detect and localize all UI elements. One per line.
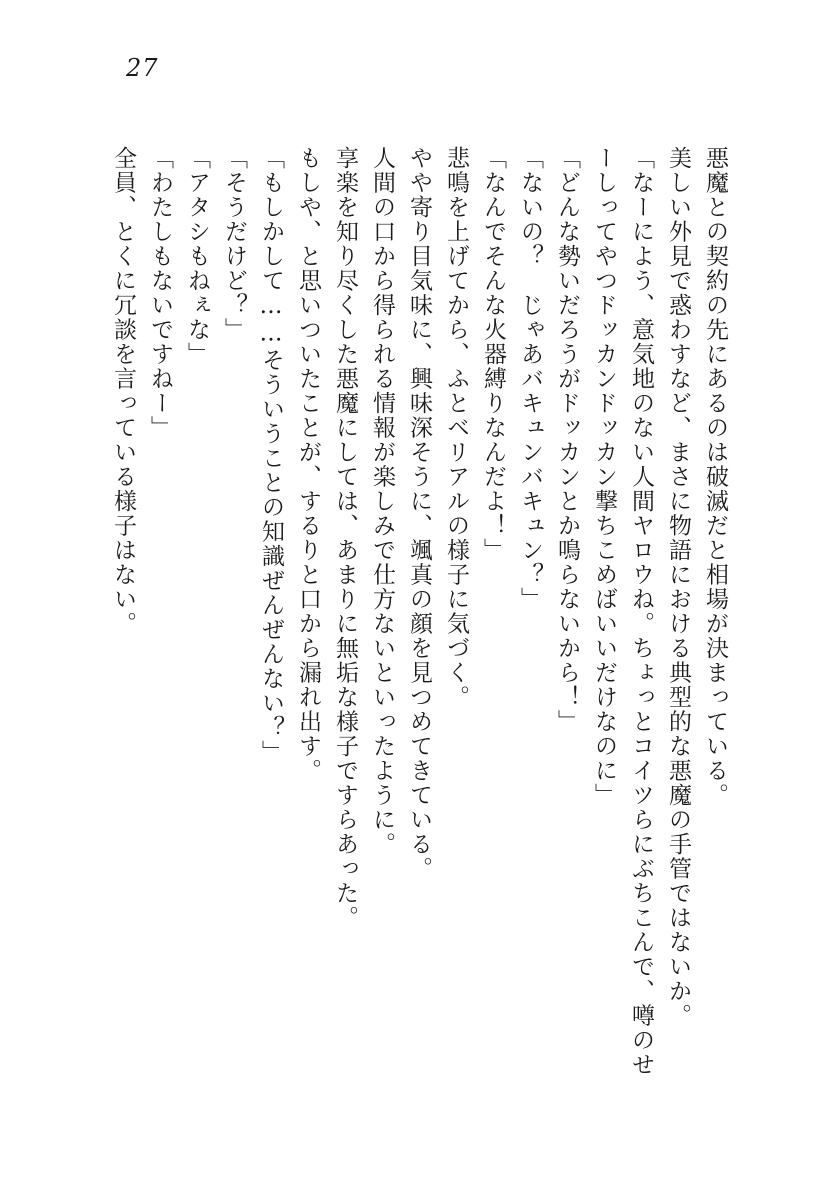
text-line: もしや、と思いついたことが、するりと口から漏れ出す。 bbox=[295, 146, 321, 783]
text-line: 「なーによう、意気地のない人間ヤロウね。ちょっとコイツらにぶちこんで、噂のせ bbox=[628, 146, 654, 1077]
text-line: 「もしかして……そういうことの知識ぜんぜんない？」 bbox=[258, 146, 284, 765]
text-line: やや寄り目気味に、興味深そうに、颯真の顔を見つめてきている。 bbox=[406, 146, 432, 881]
text-line: 全員、とくに冗談を言っている様子はない。 bbox=[110, 146, 136, 636]
text-line: ーしってやつドッカンドッカン撃ちこめばいいだけなのに」 bbox=[591, 146, 617, 808]
text-line: 「アタシもねぇな」 bbox=[184, 146, 210, 367]
text-line: 人間の口から得られる情報が楽しみで仕方ないといったように。 bbox=[369, 146, 395, 857]
text-line: 享楽を知り尽くした悪魔にしては、あまりに無垢な様子ですらあった。 bbox=[332, 146, 358, 930]
text-line: 「なんでそんな火器縛りなんだよ！」 bbox=[480, 146, 506, 563]
text-line: 「ないの？ じゃあバキュンバキュン？」 bbox=[517, 146, 543, 612]
text-line: 悲鳴を上げてから、ふとベリアルの様子に気づく。 bbox=[443, 146, 469, 710]
text-line: 「わたしもないですねー」 bbox=[147, 146, 173, 440]
text-line: 悪魔との契約の先にあるのは破滅だと相場が決まっている。 bbox=[702, 146, 728, 808]
page-text bbox=[104, 146, 733, 1091]
text-line: 「どんな勢いだろうがドッカンとか鳴らないから！」 bbox=[554, 146, 580, 734]
text-line: 美しい外見で惑わすなど、まさに物語における典型的な悪魔の手管ではないか。 bbox=[665, 146, 691, 1028]
text-line: 「そうだけど？」 bbox=[221, 146, 247, 342]
page-number: 27 bbox=[126, 54, 159, 82]
